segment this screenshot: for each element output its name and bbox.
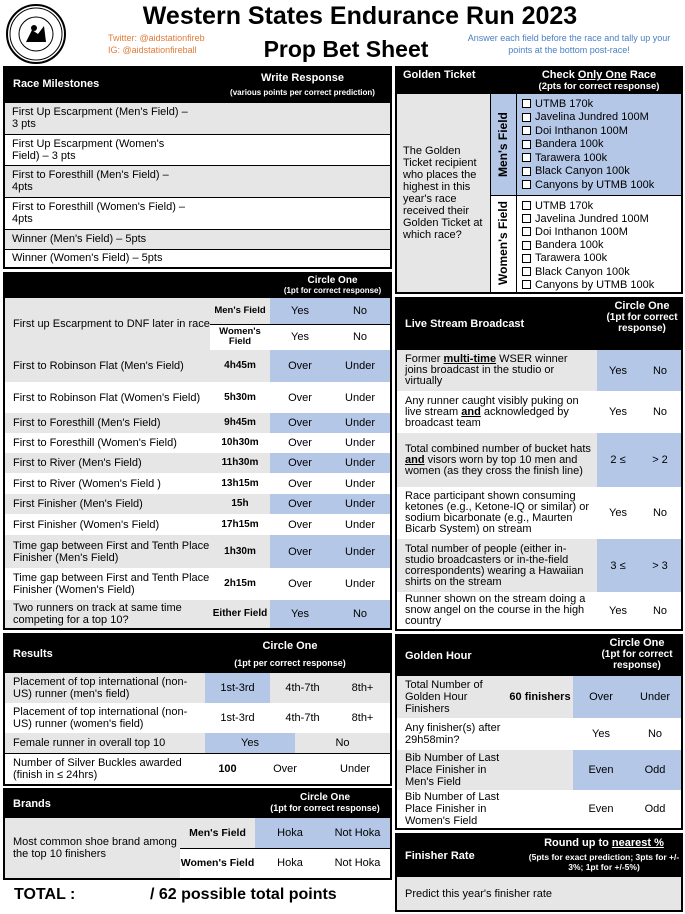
- broadcast-prop-label: [397, 592, 597, 629]
- womens-race-option[interactable]: [522, 252, 680, 265]
- womens-race-option[interactable]: [522, 225, 680, 238]
- race-name: Black Canyon 100k: [535, 265, 630, 278]
- broadcast-prop-bold: and: [405, 453, 425, 466]
- under-option[interactable]: Under: [330, 350, 390, 382]
- over-under-value: 2h15m: [210, 568, 270, 600]
- dnf-no-option[interactable]: No: [330, 298, 390, 324]
- total-text: / 62 possible total points: [150, 886, 337, 903]
- silver-buckles-label: Number of Silver Buckles awarded (finish in ≤ 24hrs): [13, 756, 182, 781]
- milestone-response-input[interactable]: [200, 167, 386, 195]
- dnf-no-option[interactable]: No: [330, 324, 390, 350]
- milestone-response-input[interactable]: [200, 251, 386, 265]
- circle-one-title: Circle One: [307, 275, 358, 286]
- golden-hour-label: Bib Number of Last Place Finisher in Women's Field: [397, 790, 507, 828]
- broadcast-prop-text: [405, 491, 593, 535]
- gt-instr-pre: Check: [541, 69, 578, 81]
- over-under-value: Either Field: [210, 600, 270, 628]
- race-name: Bandera 100k: [535, 138, 604, 150]
- checkbox-icon[interactable]: [522, 201, 531, 210]
- over-under-value: 9h45m: [210, 413, 270, 433]
- write-response-label: Write Response: [261, 72, 344, 84]
- over-option[interactable]: Over: [270, 494, 330, 514]
- broadcast-prop-label: [397, 539, 597, 592]
- results-title: Results: [13, 648, 53, 660]
- checkbox-icon[interactable]: [522, 267, 531, 276]
- over-under-value: 4h45m: [210, 350, 270, 382]
- write-response-sub: (various points per correct prediction): [230, 88, 375, 97]
- broadcast-prop-text: [405, 354, 593, 387]
- womens-race-option[interactable]: [522, 239, 680, 252]
- under-option[interactable]: No: [330, 600, 390, 628]
- live-stream-title: Live Stream Broadcast: [405, 318, 525, 330]
- checkbox-icon[interactable]: [522, 99, 531, 108]
- live-stream-header: [397, 299, 681, 350]
- placement-option-1-3[interactable]: 1st-3rd: [205, 703, 270, 733]
- milestone-label: First to Foresthill (Men's Field) – 4pts: [12, 169, 169, 193]
- broadcast-option-b[interactable]: > 3: [639, 539, 681, 592]
- milestone-response-input[interactable]: [200, 231, 386, 247]
- race-name: UTMB 170k: [535, 199, 594, 212]
- row-divider: [180, 848, 390, 849]
- under-option[interactable]: Under: [330, 453, 390, 473]
- brands-circle-one-title: Circle One: [299, 792, 351, 803]
- results-circle-one-sub: (1pt per correct response): [234, 658, 346, 668]
- race-name: Javelina Jundred 100M: [535, 212, 649, 225]
- golden-hour-value: [507, 718, 573, 750]
- checkbox-icon[interactable]: [522, 153, 531, 162]
- under-option[interactable]: Under: [330, 494, 390, 514]
- broadcast-option-b[interactable]: No: [639, 487, 681, 539]
- row-divider: [5, 134, 390, 135]
- under-option[interactable]: Under: [330, 568, 390, 600]
- hoka-option[interactable]: Hoka: [255, 818, 325, 848]
- row-divider: [210, 324, 390, 325]
- over-under-label: Two runners on track at same time competing for a top 10?: [5, 600, 210, 628]
- mens-race-option[interactable]: [522, 138, 680, 151]
- over-under-value: 17h15m: [210, 514, 270, 535]
- checkbox-icon[interactable]: [522, 167, 531, 176]
- over-under-value: 11h30m: [210, 453, 270, 473]
- placement-option-8-plus[interactable]: 8th+: [335, 673, 390, 703]
- milestone-response-input[interactable]: [200, 199, 386, 227]
- over-under-value: 13h15m: [210, 473, 270, 494]
- over-option[interactable]: Over: [270, 413, 330, 433]
- finisher-rate-label: Predict this year's finisher rate: [397, 877, 681, 910]
- gt-instr-u: Only One: [577, 69, 627, 81]
- golden-ticket-mens-label: Men's Field: [496, 112, 510, 177]
- broadcast-option-b[interactable]: No: [639, 592, 681, 629]
- brand-field: Women's Field: [180, 848, 255, 878]
- brands-title: Brands: [13, 798, 51, 810]
- golden-hour-option-a[interactable]: Even: [573, 750, 629, 790]
- row-divider: [5, 197, 390, 198]
- brands-circle-one: [260, 792, 390, 814]
- race-name: Javelina Jundred 100M: [535, 111, 649, 123]
- golden-ticket-womens-label: Women's Field: [496, 201, 510, 286]
- finisher-rate-sub: (5pts for exact prediction; 3pts for +/- 3%; 1pt for +/-5%): [528, 852, 680, 872]
- finisher-rate-header: [397, 835, 681, 877]
- shoe-brand-label: Most common shoe brand among the top 10 finishers: [5, 818, 180, 878]
- over-under-label: First Finisher (Women's Field): [5, 514, 210, 535]
- milestone-label: First to Foresthill (Women's Field) – 4pts: [12, 201, 186, 225]
- results-circle-one: Circle One: [262, 640, 318, 652]
- not-hoka-option[interactable]: Not Hoka: [325, 818, 390, 848]
- race-name: Bandera 100k: [535, 239, 604, 252]
- brands-header: [5, 790, 390, 818]
- checkbox-icon[interactable]: [522, 241, 531, 250]
- checkbox-icon[interactable]: [522, 254, 531, 263]
- checkbox-icon[interactable]: [522, 180, 531, 189]
- over-option[interactable]: Over: [270, 382, 330, 413]
- womens-race-option[interactable]: [522, 278, 680, 291]
- over-under-label: Time gap between First and Tenth Place Finisher (Men's Field): [5, 535, 210, 568]
- golden-hour-title: Golden Hour: [405, 650, 472, 662]
- placement-label: Placement of top international (non-US) runner (men's field): [5, 673, 205, 703]
- broadcast-option-b[interactable]: No: [639, 391, 681, 433]
- broadcast-prop-bold: and: [461, 405, 481, 418]
- golden-hour-option-b[interactable]: Odd: [629, 790, 681, 828]
- under-option[interactable]: Under: [330, 535, 390, 568]
- golden-hour-option-b[interactable]: No: [629, 718, 681, 750]
- female-top10-yes[interactable]: Yes: [205, 733, 295, 753]
- broadcast-prop-pre: Total combined number of bucket hats: [405, 442, 594, 455]
- over-under-label: First Finisher (Men's Field): [5, 494, 210, 514]
- golden-hour-value: 60 finishers: [507, 676, 573, 718]
- over-option[interactable]: Over: [270, 568, 330, 600]
- over-under-label: First to Foresthill (Men's Field): [5, 413, 210, 433]
- broadcast-prop-label: [397, 487, 597, 539]
- placement-label: Placement of top international (non-US) runner (women's field): [5, 703, 205, 733]
- dnf-yes-option[interactable]: Yes: [270, 324, 330, 350]
- womens-race-option[interactable]: [522, 212, 680, 225]
- broadcast-prop-post: visors worn by top 10 men and women (as they cross the finish line): [405, 453, 583, 477]
- broadcast-option-b[interactable]: No: [639, 350, 681, 391]
- row-divider: [5, 165, 390, 166]
- golden-hour-label: Total Number of Golden Hour Finishers: [397, 676, 507, 718]
- dnf-label: First up Escarpment to DNF later in race: [5, 298, 210, 350]
- over-under-label: First to River (Men's Field): [5, 453, 210, 473]
- instructions: Answer each field before the race and tally up your points at the bottom post-race!: [467, 33, 671, 55]
- under-option[interactable]: Under: [330, 382, 390, 413]
- logo-emblem-icon: [8, 6, 64, 62]
- broadcast-option-a[interactable]: Yes: [597, 350, 639, 391]
- golden-hour-option-b[interactable]: Under: [629, 676, 681, 718]
- broadcast-prop-text: [405, 544, 593, 588]
- mens-race-option[interactable]: [522, 124, 680, 137]
- broadcast-prop-label: [397, 391, 597, 433]
- under-option[interactable]: Under: [330, 473, 390, 494]
- finisher-rate-input[interactable]: [520, 879, 679, 908]
- mens-race-option[interactable]: [522, 178, 680, 191]
- instagram-handle: IG: @aidstationfireball: [108, 45, 197, 55]
- broadcast-option-a[interactable]: 3 ≤: [597, 539, 639, 592]
- broadcast-prop-label: [397, 433, 597, 487]
- checkbox-icon[interactable]: [522, 280, 531, 289]
- milestone-label: First Up Escarpment (Women's Field) – 3 pts: [12, 137, 165, 162]
- finisher-rate-instruction: [527, 837, 681, 849]
- silver-buckles-under[interactable]: Under: [340, 762, 370, 775]
- brands-circle-one-sub: (1pt for correct response): [270, 803, 380, 813]
- golden-hour-option-b[interactable]: Odd: [629, 750, 681, 790]
- under-option[interactable]: Under: [330, 413, 390, 433]
- golden-hour-header: [397, 636, 681, 676]
- placement-option-4-7[interactable]: 4th-7th: [270, 673, 335, 703]
- female-top10-no[interactable]: No: [295, 733, 390, 753]
- broadcast-prop-text: [405, 444, 593, 477]
- race-name: Black Canyon 100k: [535, 165, 630, 177]
- over-option[interactable]: Over: [270, 453, 330, 473]
- checkbox-icon[interactable]: [522, 227, 531, 236]
- mens-race-option[interactable]: [522, 97, 680, 110]
- golden-hour-option-a[interactable]: Yes: [573, 718, 629, 750]
- broadcast-option-a[interactable]: Yes: [597, 487, 639, 539]
- live-stream-circle-one: [603, 301, 681, 334]
- broadcast-option-a[interactable]: 2 ≤: [597, 433, 639, 487]
- race-name: UTMB 170k: [535, 97, 594, 110]
- fr-instr-pre: Round up to: [544, 837, 612, 849]
- over-option[interactable]: Over: [270, 350, 330, 382]
- checkbox-icon[interactable]: [522, 113, 531, 122]
- page-title: Western States Endurance Run 2023: [142, 2, 578, 30]
- over-option[interactable]: Over: [270, 514, 330, 535]
- circle-one-sub: (1pt for correct response): [283, 286, 382, 295]
- mens-race-option[interactable]: [522, 111, 680, 124]
- results-header: [5, 635, 390, 673]
- over-under-value: 10h30m: [210, 433, 270, 453]
- dnf-field: Women's Field: [210, 324, 270, 350]
- golden-hour-option-a[interactable]: Over: [573, 676, 629, 718]
- broadcast-prop-bold: multi-time: [443, 353, 497, 365]
- over-under-label: First to River (Women's Field ): [5, 473, 210, 494]
- golden-ticket-question: The Golden Ticket recipient who places the highest in this year's race received their Golden Ticket at which race?: [397, 94, 490, 292]
- total-label: TOTAL :: [14, 886, 76, 903]
- broadcast-option-b[interactable]: > 2: [639, 433, 681, 487]
- live-stream-circle-one-sub: (1pt for correct response): [606, 312, 678, 334]
- broadcast-prop-post: acknowledged by broadcast team: [405, 405, 572, 429]
- over-option[interactable]: Yes: [270, 600, 330, 628]
- golden-hour-label: Bib Number of Last Place Finisher in Men's Field: [397, 750, 507, 790]
- over-under-label: First to Robinson Flat (Women's Field): [5, 382, 210, 413]
- under-option[interactable]: Under: [330, 514, 390, 535]
- silver-buckles-over[interactable]: Over: [273, 762, 297, 775]
- page-subtitle: Prop Bet Sheet: [263, 36, 429, 62]
- golden-ticket-title: Golden Ticket: [403, 69, 476, 81]
- womens-race-option[interactable]: [522, 265, 680, 278]
- broadcast-option-a[interactable]: Yes: [597, 391, 639, 433]
- mens-race-option[interactable]: [522, 165, 680, 178]
- row-divider: [5, 229, 390, 230]
- race-name: Tarawera 100k: [535, 252, 608, 265]
- broadcast-prop-label: [397, 350, 597, 391]
- gt-instr-post: Race: [626, 69, 657, 81]
- golden-hour-option-a[interactable]: Even: [573, 790, 629, 828]
- over-under-label: First to Foresthill (Women's Field): [5, 433, 210, 453]
- broadcast-prop-pre: Any runner caught visibly puking on live stream: [405, 394, 582, 418]
- live-stream-circle-one-title: Circle One: [614, 300, 670, 312]
- golden-hour-circle-one-title: Circle One: [609, 637, 665, 649]
- golden-ticket-header: [397, 68, 681, 94]
- over-under-label: First to Robinson Flat (Men's Field): [5, 350, 210, 382]
- over-option[interactable]: Over: [270, 433, 330, 453]
- broadcast-prop-pre: Former: [405, 353, 444, 365]
- broadcast-prop-post: WSER winner joins broadcast in the studio or virtually: [405, 353, 571, 387]
- broadcast-prop-text: [405, 396, 593, 429]
- over-under-value: 1h30m: [210, 535, 270, 568]
- race-milestones-header: [5, 68, 390, 102]
- broadcast-prop-pre: Runner shown on the stream doing a snow angel on the course in the high country: [405, 593, 589, 627]
- placement-option-8-plus[interactable]: 8th+: [335, 703, 390, 733]
- race-name: Doi Inthanon 100M: [535, 225, 628, 238]
- not-hoka-option[interactable]: Not Hoka: [325, 848, 390, 878]
- race-milestones-title: Race Milestones: [13, 78, 100, 90]
- twitter-handle: Twitter: @aidstationfireb: [108, 33, 205, 43]
- fr-instr-u: nearest %: [611, 837, 664, 849]
- row-divider: [5, 249, 390, 250]
- checkbox-icon[interactable]: [522, 140, 531, 149]
- womens-race-option[interactable]: [522, 199, 680, 212]
- milestone-label: Winner (Women's Field) – 5pts: [12, 252, 163, 264]
- hoka-option[interactable]: Hoka: [255, 848, 325, 878]
- golden-hour-circle-one-sub: (1pt for correct response): [601, 649, 673, 671]
- dnf-yes-option[interactable]: Yes: [270, 298, 330, 324]
- over-under-value: 15h: [210, 494, 270, 514]
- finisher-rate-title: Finisher Rate: [405, 850, 475, 862]
- broadcast-option-a[interactable]: Yes: [597, 592, 639, 629]
- placement-option-4-7[interactable]: 4th-7th: [270, 703, 335, 733]
- over-option[interactable]: Over: [270, 473, 330, 494]
- under-option[interactable]: Under: [330, 433, 390, 453]
- circle-one-label: [275, 276, 390, 296]
- golden-hour-value: [507, 790, 573, 828]
- broadcast-prop-text: [405, 594, 593, 627]
- logo: [6, 4, 66, 64]
- golden-ticket-instruction: [517, 69, 681, 81]
- over-under-header: [5, 274, 390, 298]
- broadcast-prop-pre: Race participant shown consuming ketones (e.g., Ketone-IQ or similar) or sodium bicarbonate (e.g., Maurten Bicarb System) on stream: [405, 490, 593, 535]
- milestone-response-input[interactable]: [200, 136, 386, 163]
- checkbox-icon[interactable]: [522, 126, 531, 135]
- milestone-response-input[interactable]: [200, 104, 386, 132]
- over-under-value: 5h30m: [210, 382, 270, 413]
- broadcast-prop-pre: Total number of people (either in-studio broadcasters or in-the-field correspondents) wearing a Hawaiian shirts on the stream: [405, 542, 587, 588]
- milestone-label: Winner (Men's Field) – 5pts: [12, 233, 147, 245]
- over-under-label: Time gap between First and Tenth Place Finisher (Women's Field): [5, 568, 210, 600]
- milestone-label: First Up Escarpment (Men's Field) – 3 pts: [12, 106, 188, 130]
- golden-hour-label: Any finisher(s) after 29h58min?: [397, 718, 507, 750]
- silver-buckles-value: 100: [218, 762, 237, 775]
- checkbox-icon[interactable]: [522, 214, 531, 223]
- row-divider: [5, 102, 390, 103]
- golden-hour-circle-one: [593, 638, 681, 671]
- female-top10-label: Female runner in overall top 10: [5, 733, 205, 753]
- dnf-field: Men's Field: [210, 298, 270, 324]
- race-name: Tarawera 100k: [535, 151, 608, 164]
- race-name: Canyons by UTMB 100k: [535, 278, 655, 291]
- over-option[interactable]: Over: [270, 535, 330, 568]
- race-name: Doi Inthanon 100M: [535, 124, 628, 137]
- placement-option-1-3[interactable]: 1st-3rd: [205, 673, 270, 703]
- golden-ticket-sub: (2pts for correct response): [538, 81, 660, 92]
- race-name: Canyons by UTMB 100k: [535, 178, 655, 191]
- brand-field: Men's Field: [180, 818, 255, 848]
- golden-hour-value: [507, 750, 573, 790]
- mens-race-option[interactable]: [522, 151, 680, 164]
